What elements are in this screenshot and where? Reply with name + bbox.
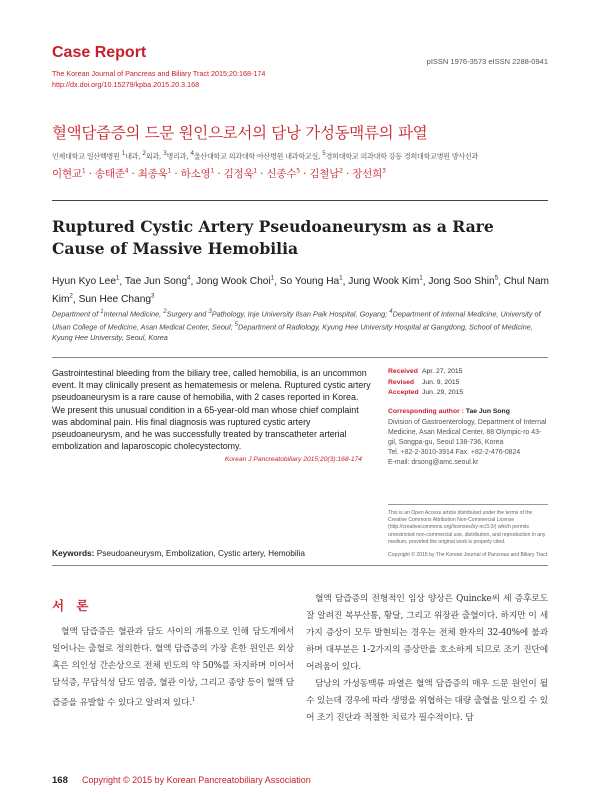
author: Hyun Kyo Lee$^1$: [52, 276, 120, 288]
author: Sun Hee Chang$^3$: [78, 293, 155, 306]
author: Chul Nam Kim$^2$: [52, 276, 549, 306]
korean-title: 혈액담즙증의 드문 원인으로서의 담낭 가성동맥류의 파열: [52, 124, 428, 142]
doi-link[interactable]: http://dx.doi.org/10.15279/kpba.2015.20.3.168: [52, 80, 200, 89]
author: 김철남$^2$: [309, 167, 343, 180]
issn: pISSN 1976-3573 eISSN 2288-0941: [426, 57, 548, 66]
paragraph: 혈액 담즙증의 전형적인 임상 양상은 Quincke씨 세 증후로도 잘 알려진 복부산통, 황달, 그리고 위장관 출혈이다. 하지만 이 세 가지 증상이 모두 발현되는 경우는 전체 환자의 32-40%에 불과하며 대부분은 1-2가지의 증상만을 호소하게 되므로 조기 진단에 어려움이 있다.: [306, 594, 548, 672]
author: 이현교$^1$: [52, 167, 86, 180]
body-column-right: [306, 591, 548, 727]
author: 최종욱$^1$: [137, 167, 172, 180]
author: 장선희$^3$: [352, 167, 386, 180]
author: Tae Jun Song$^4$: [124, 276, 191, 288]
date-revised: Revised Jun. 9, 2015: [388, 378, 460, 386]
date-received: Received Apr. 27, 2015: [388, 368, 463, 375]
copyright-note: Copyright © 2015 by The Korean Journal of Pancreas and Biliary Tract: [388, 552, 548, 558]
divider: [388, 504, 548, 505]
english-title: Ruptured Cystic Artery Pseudoaneurysm as a Rare Cause of Massive Hemobilia: [52, 217, 494, 258]
author: Jong Wook Choi$^1$: [196, 276, 275, 288]
date-accepted: Accepted Jun. 29, 2015: [388, 389, 464, 396]
divider: [52, 357, 548, 358]
author: Jung Wook Kim$^1$: [348, 276, 423, 288]
article-dates: [388, 367, 548, 399]
author: So Young Ha$^1$: [279, 276, 343, 288]
corresponding-author-info: Division of Gastroenterology, Department of Internal Medicine, Asan Medical Center, 88 Olympic-ro 43-gil, Songpa-gu, Seoul 138-736, Korea Tel. +82-2-3010-3914 Fax. +82-2-476-0824 E-mail: drsong@amc.seoul.kr: [388, 419, 547, 466]
paragraph: 담낭의 가성동맥류 파열은 혈액 담즙증의 매우 드문 원인이 될 수 있는데 경우에 따라 생명을 위협하는 대량 출혈을 일으킬 수 있어 조기 진단과 적절한 치료가 필수적이다. 담: [306, 679, 548, 723]
journal-citation: The Korean Journal of Pancreas and Biliary Tract 2015;20:168-174: [52, 69, 266, 78]
author: 신종수$^5$: [266, 167, 300, 180]
body-column-left: [52, 624, 294, 712]
abstract-citation: Korean J Pancreatobiliary 2015;20(3):168-174: [224, 456, 362, 463]
korean-affiliation: 인제대학교 일산백병원 $^1$내과, $^2$외과, $^3$병리과, $^4$울산대학교 의과대학 아산병원 내과학교실, $^5$경희대학교 의과대학 강동 경희대학교병원 방사선과: [52, 151, 479, 161]
korean-authors: 이현교$^1$ · 송태준$^4$ · 최종욱$^1$ · 하소영$^1$ · 김정욱$^1$ · 신종수$^5$ · 김철남$^2$ · 장선희$^3$: [52, 167, 386, 180]
paragraph: 혈액 담즙증은 혈관과 담도 사이의 개통으로 인해 담도계에서 일어나는 출혈로 정의한다. 혈액 담즙증의 가장 흔한 원인은 외상 혹은 의인성 간손상으로 전체 빈도의 약 50%를 차지하며 이어서 담석증, 무담석성 담도 염증, 혈관 이상, 그리고 종양 등이 혈액 담즙증을 유발할 수 있다고 알려져 있다.$^1$: [52, 627, 294, 708]
author: 김정욱$^1$: [223, 167, 258, 180]
license-note: This is an Open Access article distributed under the terms of the Creative Commons Attribution Non-Commercial License (http://creativecommons.org/licenses/by-nc/3.0/) which permits unrestricted non-commercial use, distribution, and reproduction in any medium, provided the original work is properly cited.: [388, 510, 546, 545]
article-type: Case Report: [52, 44, 147, 61]
section-title: 서 론: [52, 598, 93, 613]
author: 하소영$^1$: [180, 167, 215, 180]
keywords: Keywords: Pseudoaneurysm, Embolization, Cystic artery, Hemobilia: [52, 548, 305, 558]
footer-copyright: Copyright © 2015 by Korean Pancreatobiliary Association: [82, 775, 311, 785]
author: 송태준$^4$: [94, 167, 129, 180]
english-affiliation: Department of $^1$Internal Medicine, $^2$Surgery and $^3$Pathology, Inje University Ilsan Paik Hospital, Goyang; $^4$Department of Internal Medicine, University of Ulsan College of Medicine, Asan Medical Center, Seoul; $^5$Department of Radiology, Kyung Hee University Hospital at Gangdong, School of Medicine, Kyung Hee University, Seoul, Korea: [52, 309, 541, 343]
abstract: Gastrointestinal bleeding from the biliary tree, called hemobilia, is an uncommon event. It may clinically present as hematemesis or melena. Ruptured cystic artery pseudoaneurysm is a rare cause of hemobilia, with 2 cases reported in Korea. We present this unusual condition in a 65-year-old man whose chief complaint was abdominal pain. His final diagnosis was ruptured cystic artery pseudoaneurysm, and he was successfully treated by transcatheter arterial embolization and laparoscopic cholecystectomy.: [52, 368, 371, 452]
divider: [52, 200, 548, 201]
english-authors: Hyun Kyo Lee$^1$, Tae Jun Song$^4$, Jong Wook Choi$^1$, So Young Ha$^1$, Jung Wook Kim$^1$, Jong Soo Shin$^5$, Chul Nam Kim$^2$, Sun Hee Chang$^3$: [52, 276, 549, 306]
author: Jong Soo Shin$^5$: [428, 276, 499, 288]
page-number: 168: [52, 775, 68, 786]
corresponding-author-label: Corresponding author : Tae Jun Song: [388, 408, 510, 415]
divider: [52, 565, 548, 566]
